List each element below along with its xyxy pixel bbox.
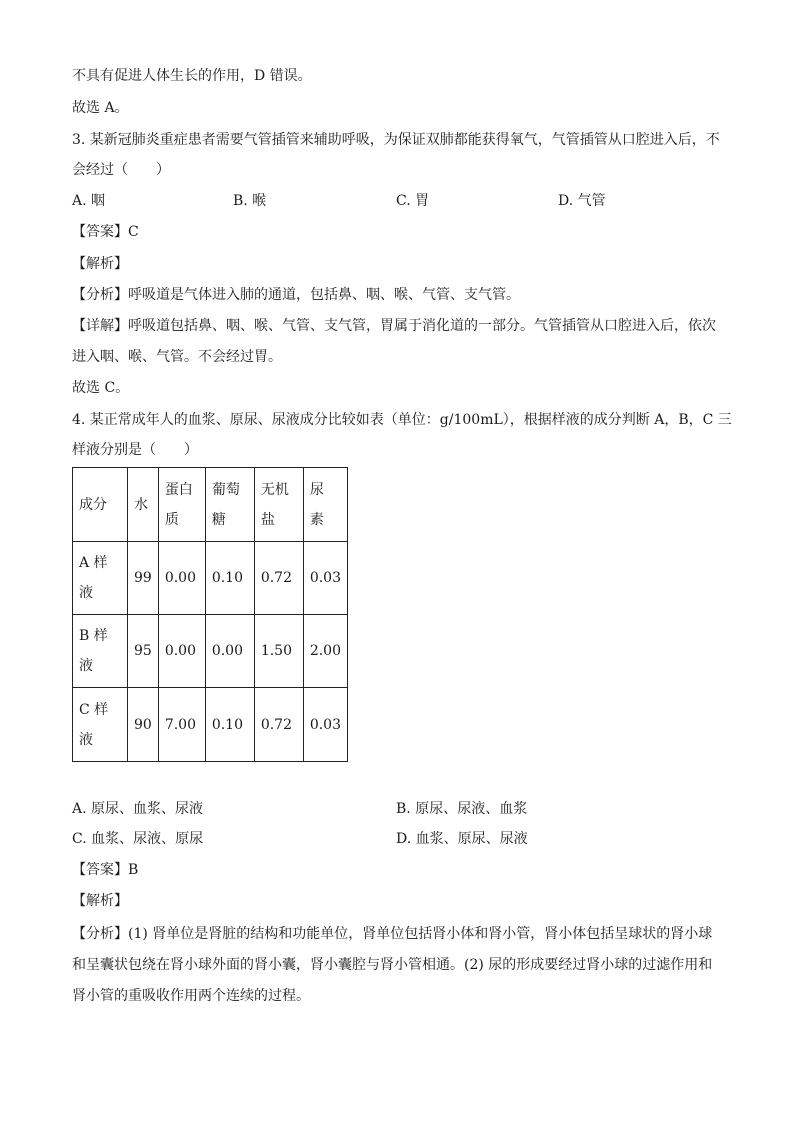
- table-header-row: [73, 468, 348, 542]
- composition-table: [72, 467, 348, 762]
- text-line-d-wrong: 不具有促进人体生长的作用，D 错误。: [72, 68, 312, 84]
- question-3-xiangjie-1: 【详解】呼吸道包括鼻、咽、喉、气管、支气管，胃属于消化道的一部分。气管插管从口腔进入后，依次: [72, 318, 716, 334]
- question-4-option-d: D. 血浆、原尿、尿液: [396, 831, 528, 847]
- question-3-option-b: B. 喉: [233, 193, 267, 209]
- text-line-choose-a: 故选 A。: [72, 100, 129, 116]
- question-3-answer: 【答案】C: [72, 224, 139, 240]
- cell-value: 7.00: [158, 688, 205, 762]
- question-4-option-b: B. 原尿、尿液、血浆: [396, 801, 528, 817]
- row-label-a: A 样 液: [73, 542, 128, 615]
- question-3-line-1: 3. 某新冠肺炎重症患者需要气管插管来辅助呼吸，为保证双肺都能获得氧气，气管插管从口腔进入后，不: [72, 132, 720, 148]
- row-label-c: C 样 液: [73, 688, 128, 762]
- cell-value: 95: [128, 615, 159, 688]
- question-4-jiexi: 【解析】: [72, 893, 128, 909]
- question-4-option-c: C. 血浆、尿液、原尿: [72, 831, 204, 847]
- question-4-fenxi-1: 【分析】(1) 肾单位是肾脏的结构和功能单位，肾单位包括肾小体和肾小管，肾小体包括呈球状的肾小球: [72, 926, 713, 942]
- table-row: [73, 542, 348, 615]
- cell-value: 0.03: [303, 542, 347, 615]
- cell-value: 0.00: [158, 542, 205, 615]
- cell-value: 1.50: [254, 615, 303, 688]
- header-cell-protein: 蛋白 质: [158, 468, 205, 542]
- question-3-option-c: C. 胃: [396, 193, 430, 209]
- header-cell-urea: 尿 素: [303, 468, 347, 542]
- question-3-option-a: A. 咽: [72, 193, 106, 209]
- question-3-line-2: 会经过（ ）: [72, 162, 170, 178]
- table-row: [73, 615, 348, 688]
- question-3-xiangjie-2: 进入咽、喉、气管。不会经过胃。: [72, 349, 282, 365]
- cell-value: 99: [128, 542, 159, 615]
- cell-value: 0.72: [254, 542, 303, 615]
- question-4-line-2: 样液分别是（ ）: [72, 442, 198, 458]
- cell-value: 0.72: [254, 688, 303, 762]
- question-4-line-1: 4. 某正常成年人的血浆、原尿、尿液成分比较如表（单位：g/100mL），根据样液的成分判断 A，B，C 三: [72, 412, 732, 428]
- header-cell-component: 成分: [73, 468, 128, 542]
- question-3-jiexi: 【解析】: [72, 256, 128, 272]
- header-cell-inorganic-salt: 无机 盐: [254, 468, 303, 542]
- header-cell-glucose: 葡萄 糖: [205, 468, 254, 542]
- question-4-fenxi-2: 和呈囊状包绕在肾小球外面的肾小囊，肾小囊腔与肾小管相通。(2) 尿的形成要经过肾小球的过滤作用和: [72, 957, 713, 973]
- cell-value: 0.03: [303, 688, 347, 762]
- cell-value: 0.10: [205, 688, 254, 762]
- cell-value: 0.10: [205, 542, 254, 615]
- row-label-b: B 样 液: [73, 615, 128, 688]
- table-row: [73, 688, 348, 762]
- question-4-option-a: A. 原尿、血浆、尿液: [72, 801, 204, 817]
- question-4-fenxi-3: 肾小管的重吸收作用两个连续的过程。: [72, 988, 310, 1004]
- question-3-fenxi: 【分析】呼吸道是气体进入肺的通道，包括鼻、咽、喉、气管、支气管。: [72, 287, 520, 303]
- header-cell-water: 水: [128, 468, 159, 542]
- question-3-choose: 故选 C。: [72, 380, 130, 396]
- cell-value: 90: [128, 688, 159, 762]
- cell-value: 0.00: [205, 615, 254, 688]
- cell-value: 0.00: [158, 615, 205, 688]
- question-4-answer: 【答案】B: [72, 862, 139, 878]
- question-3-option-d: D. 气管: [558, 193, 606, 209]
- cell-value: 2.00: [303, 615, 347, 688]
